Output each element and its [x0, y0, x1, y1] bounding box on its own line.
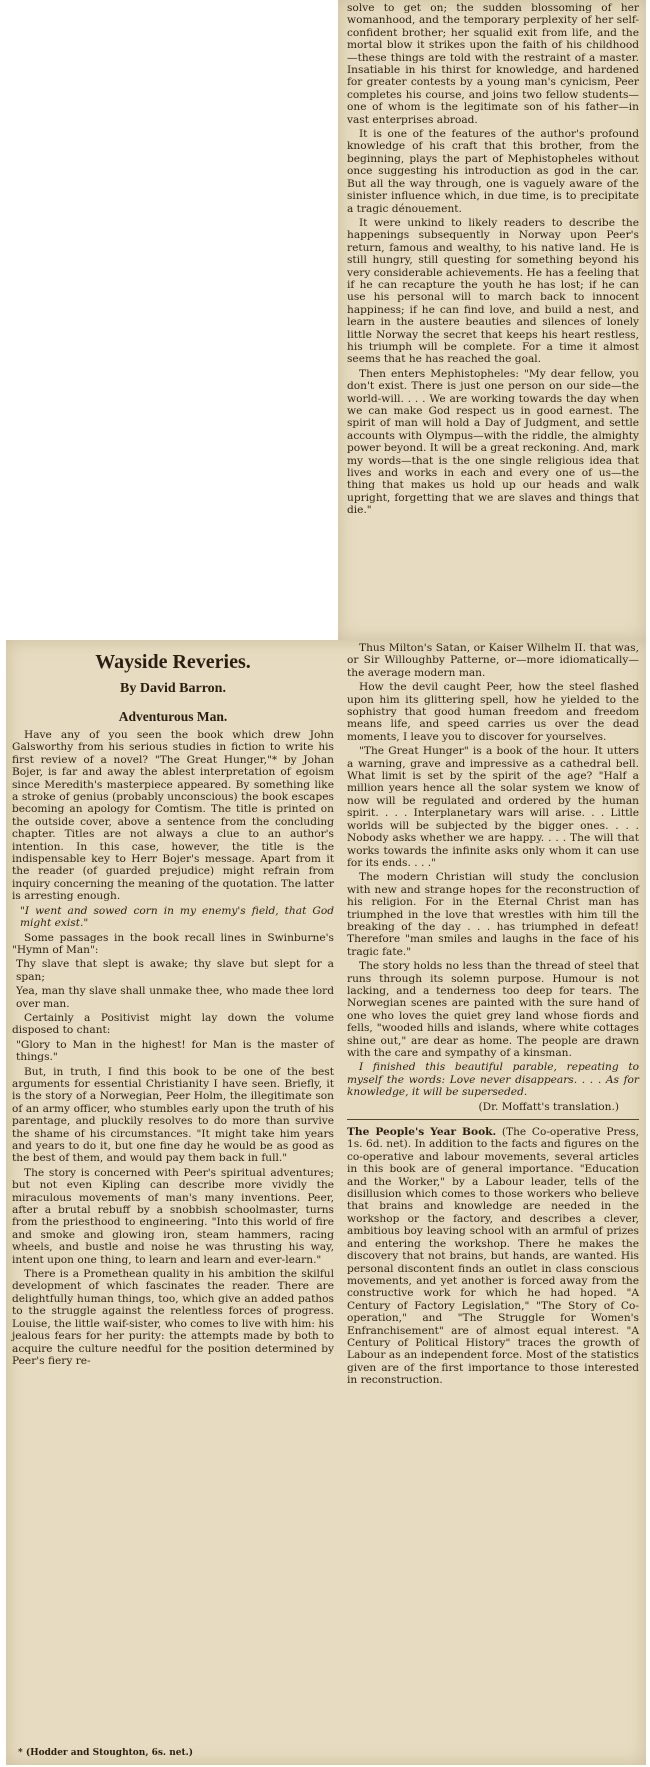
paragraph: There is a Promethean quality in his ambition the skilful development of which fascinates the reader. There are delightfully human things, too, which give an added pathos to the struggle against the relentless forces of progress. Louise, the little waif-sister, who comes to live with him: his jealous fears for her purity: the attempts made by both to acquire the culture needful for the position determined by Peer's fiery re-	[12, 1268, 334, 1367]
paragraph: I finished this beautiful parable, repeating to myself the words: Love never disappears. . . . As for knowledge, it will be superseded.	[347, 1061, 639, 1099]
poem-line: "Glory to Man in the highest! for Man is the master of things."	[16, 1038, 334, 1064]
review-heading: The People's Year Book.	[347, 1126, 497, 1139]
paragraph: Some passages in the book recall lines in Swinburne's "Hymn of Man":	[12, 931, 334, 956]
article-byline: By David Barron.	[120, 681, 226, 696]
poem-line: Yea, man thy slave shall unmake thee, who made thee lord over man.	[16, 985, 334, 1010]
review-body: (The Co-operative Press, 1s. 6d. net). In addition to the facts and figures on the co-operative and labour movements, several articles in this book are of general importance. "Education and the Worker," by a Labour leader, tells of the disillusion which comes to those workers who believe that brains and knowledge are needed in the workshop or the factory, and describes a clever, ambitious boy leaving school with an armful of prizes and entering the workshop. There he makes the discovery that not brains, but hands, are wanted. His personal discontent finds an outlet in class conscious movements, and yet another is forced away from the constructive work for which he had hoped. "A Century of Factory Legislation," "The Story of Co-operation," and "The Struggle for Women's Enfranchisement" are of almost equal interest. "A Century of Political History" traces the growth of Labour as an independent force. Most of the statistics given are of the first importance to those interested in reconstruction.	[347, 1126, 640, 1387]
divider	[347, 1119, 639, 1120]
poem-line: Thy slave that slept is awake; thy slave but slept for a span;	[16, 958, 334, 983]
paragraph: The modern Christian will study the conclusion with new and strange hopes for the reconstruction of his religion. For in the Eternal Christ man has triumphed in the love that wrestles with him till the breaking of the day . . . has triumphed in defeat! Therefore "man smiles and laughs in the face of his tragic fate."	[347, 871, 639, 958]
paragraph: But, in truth, I find this book to be one of the best arguments for essential Christianity I have seen. Briefly, it is the story of a Norwegian, Peer Holm, the illegitimate son of an army officer, who stumbles early upon the truth of his parentage, and pluckily resolves to do more than survive the shame of his circumstances. "It might take him years and years to do it, but one fine day he would be as good as the best of them, and would pay them back in full."	[12, 1065, 334, 1165]
paragraph: Thus Milton's Satan, or Kaiser Wilhelm II. that was, or Sir Willoughby Patterne, or—more idiomatically—the average modern man.	[347, 642, 639, 679]
quotation: "I went and sowed corn in my enemy's field, that God might exist."	[20, 904, 334, 930]
paragraph: Have any of you seen the book which drew John Galsworthy from his serious studies in fiction to write his first review of a novel? "The Great Hunger,"* by Johan Bojer, is far and away the ablest interpretation of egoism since Meredith's masterpiece appeared. By something like a stroke of genius (probably unconscious) the book escapes becoming an apology for Comtism. The title is printed on the outside cover, above a sentence from the concluding chapter. Titles are not always a clue to an author's intention. In this case, however, the title is the indispensable key to Herr Bojer's message. Apart from it the reader (of guarded prejudice) might refrain from inquiry concerning the meaning of the quotation. The latter is arresting enough.	[12, 729, 334, 903]
paragraph: It is one of the features of the author's profound knowledge of his craft that this brother, from the beginning, plays the part of Mephistopheles without once suggesting his introduction as god in the car. But all the way through, one is vaguely aware of the sinister influence which, in due time, is to precipitate a tragic dénouement.	[347, 128, 639, 215]
paragraph: Then enters Mephistopheles: "My dear fellow, you don't exist. There is just one person on our side—the world-will. . . . We are working towards the day when we can make God respect us in good earnest. The spirit of man will hold a Day of Judgment, and settle accounts with Olympus—with the riddle, the almighty power beyond. It will be a great reckoning. And, mark my words—that is the one single religious idea that lives and works in each and every one of us—the thing that makes us hold up our heads and walk upright, forgetting that we are slaves and things that die."	[347, 367, 639, 517]
paragraph: How the devil caught Peer, how the steel flashed upon him its glittering spell, how he yielded to the sophistry that good human freedom and freedom means life, and speed carries us over the dead moments, I leave you to discover for yourselves.	[347, 681, 639, 743]
article-title: Wayside Reveries.	[95, 651, 251, 673]
article-subhead: Adventurous Man.	[118, 709, 228, 724]
paragraph: The story is concerned with Peer's spiritual adventures; but not even Kipling can describe more vividly the miraculous movements of man's many inventions. Peer, after a brutal rebuff by a snobbish schoolmaster, turns from the priesthood to engineering. "Into this world of fire and smoke and glowing iron, steam hammers, racing wheels, and bustle and noise he was thrusting his way, intent upon one thing, to learn and learn and ever-learn."	[12, 1166, 334, 1266]
translation-credit: (Dr. Moffatt's translation.)	[478, 1100, 619, 1113]
paragraph: solve to get on; the sudden blossoming of her womanhood, and the temporary perplexity of her self-confident brother; her squalid exit from life, and the mortal blow it strikes upon the faith of his childhood—these things are told with the restraint of a master. Insatiable in his thirst for knowledge, and hardened for greater contests by a young man's cynicism, Peer completes his course, and joins two fellow students—one of whom is the legitimate son of his father—in vast enterprises abroad.	[347, 2, 639, 126]
left-column	[12, 642, 334, 1369]
right-column-top	[347, 2, 639, 519]
right-column-bottom	[347, 642, 639, 1389]
footnote: * (Hodder and Stoughton, 6s. net.)	[18, 1748, 194, 1758]
paragraph: It were unkind to likely readers to describe the happenings subsequently in Norway upon Peer's return, famous and wealthy, to his native land. He is still hungry, still questing for something beyond his very considerable achievements. He has a feeling that if he can recapture the youth he has lost; if he can use his personal will to march back to innocent happiness; if he can find love, and build a nest, and learn in the austere beauties and silences of lonely little Norway the secret that keeps his heart restless, his triumph will be complete. For a time it almost seems that he has reached the goal.	[347, 216, 639, 366]
paragraph: "The Great Hunger" is a book of the hour. It utters a warning, grave and impressive as a cathedral bell. What limit is set by the spirit of the age? "Half a million years hence all the solar system we know of now will be regulated and ordered by the human spirit. . . . Interplanetary wars will arise. . . Little worlds will be subjected by the bigger ones. . . . Nobody asks whether we are happy. . . . The will that works towards the infinite asks only whom it can use for its ends. . . ."	[347, 745, 639, 869]
paragraph: Certainly a Positivist might lay down the volume disposed to chant:	[12, 1011, 334, 1037]
paragraph: The story holds no less than the thread of steel that runs through its solemn purpose. Humour is not lacking, and a tenderness too deep for tears. The Norwegian scenes are painted with the sure hand of one who loves the quiet grey land whose fiords and fells, "wooded hills and islands, where white cottages shine out," are dear as home. The people are drawn with the care and sympathy of a kinsman.	[347, 960, 639, 1059]
